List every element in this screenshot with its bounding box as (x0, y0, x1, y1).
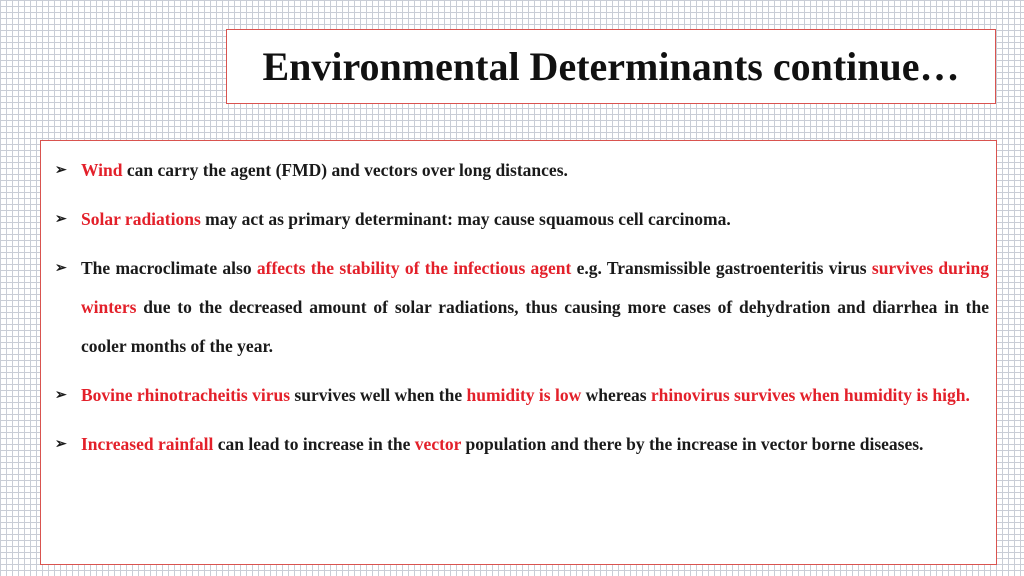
bullet-list (53, 151, 989, 474)
content-box (40, 140, 997, 565)
highlighted-text: vector (414, 434, 462, 454)
bullet-item (53, 249, 989, 366)
bullet-text: whereas (581, 385, 651, 405)
title-box (226, 29, 996, 104)
arrow-bullet-icon: ➢ (55, 163, 67, 178)
bullet-text: survives well when the (290, 385, 467, 405)
arrow-bullet-icon: ➢ (55, 437, 67, 452)
arrow-bullet-icon: ➢ (55, 212, 67, 227)
bullet-item (53, 376, 989, 415)
highlighted-text: affects the stability of the infectious agent (256, 258, 572, 278)
highlighted-text: Wind (81, 160, 123, 180)
bullet-item (53, 200, 989, 239)
bullet-item (53, 425, 989, 464)
bullet-text: may act as primary determinant: may cause squamous cell carcinoma. (200, 209, 731, 229)
bullet-text: The macroclimate also (81, 258, 257, 278)
bullet-item (53, 151, 989, 190)
highlighted-text: Bovine rhinotracheitis virus (81, 385, 291, 405)
bullet-text: due to the decreased amount of solar radiations, thus causing more cases of dehydration and diarrhea in the cooler months of the year. (81, 297, 989, 356)
bullet-text: e.g. Transmissible gastroenteritis virus (571, 258, 872, 278)
highlighted-text: survives during winters (81, 258, 989, 317)
highlighted-text: rhinovirus survives when humidity is high. (650, 385, 970, 405)
arrow-bullet-icon: ➢ (55, 388, 67, 403)
arrow-bullet-icon: ➢ (55, 261, 67, 276)
highlighted-text: Solar radiations (81, 209, 201, 229)
highlighted-text: humidity is low (466, 385, 582, 405)
highlighted-text: Increased rainfall (81, 434, 214, 454)
slide-title: Environmental Determinants continue… (262, 44, 960, 89)
bullet-text: can carry the agent (FMD) and vectors over long distances. (122, 160, 568, 180)
bullet-text: population and there by the increase in vector borne diseases. (461, 434, 924, 454)
bullet-text: can lead to increase in the (213, 434, 415, 454)
